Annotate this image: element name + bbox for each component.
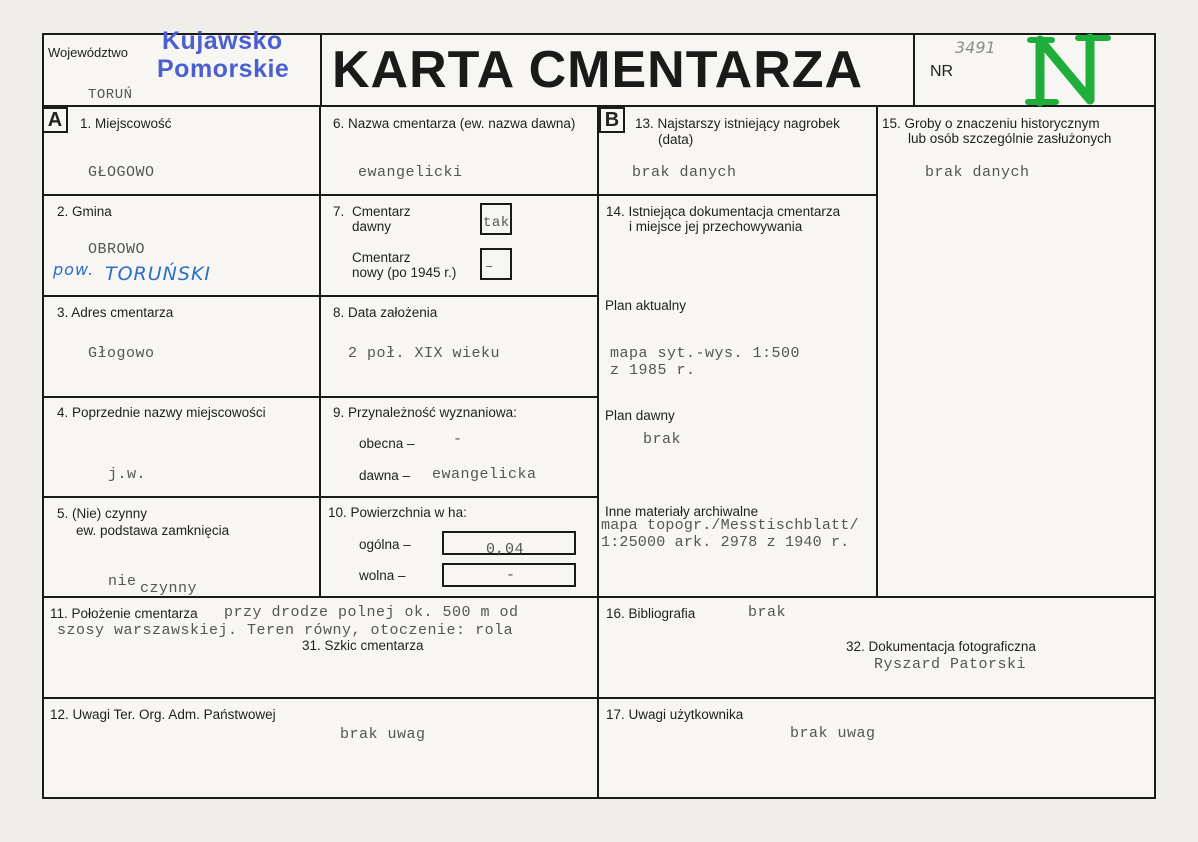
row-line-2 — [42, 295, 598, 297]
wojewodztwo-label: Województwo — [48, 45, 128, 60]
nr-pencil-value: 3491 — [955, 38, 996, 57]
column-divider-2 — [597, 105, 599, 799]
header-divider-left — [320, 33, 322, 106]
obecna-label: obecna – — [359, 436, 415, 451]
handwritten-powiat: TORUŃSKI — [105, 263, 212, 285]
szkic-label: 31. Szkic cmentarza — [302, 638, 424, 653]
nr-label: NR — [930, 63, 954, 80]
inne-line-2: 1:25000 ark. 2978 z 1940 r. — [601, 534, 850, 551]
cmentarz-dawny-label-1: Cmentarz — [352, 204, 411, 219]
cmentarz-dawny-label-2: dawny — [352, 219, 392, 234]
page-title: KARTA CMENTARZA — [332, 41, 864, 99]
column-divider-3 — [876, 105, 878, 597]
polozenie-line-2: szosy warszawskiej. Teren równy, otoczenie: rola — [57, 622, 514, 639]
poprzednie-label: 4. Poprzednie nazwy miejscowości — [57, 405, 266, 420]
polozenie-label: 11. Położenie cmentarza — [50, 606, 198, 621]
row-line-6 — [42, 697, 1156, 699]
najstarszy-label-2: (data) — [658, 132, 694, 147]
groby-label-2: lub osób szczególnie zasłużonych — [908, 131, 1112, 146]
uwagi-ter-value: brak uwag — [340, 726, 426, 743]
foto-label: 32. Dokumentacja fotograficzna — [846, 639, 1036, 654]
gmina-label: 2. Gmina — [57, 204, 112, 219]
data-zalozenia-label: 8. Data założenia — [333, 305, 438, 320]
green-marker-letter — [1012, 30, 1122, 110]
nazwa-label: 6. Nazwa cmentarza (ew. nazwa dawna) — [333, 116, 576, 131]
dawna-value: ewangelicka — [432, 466, 537, 483]
header-divider-right — [913, 33, 915, 106]
plan-dawny-label: Plan dawny — [605, 408, 675, 423]
poprzednie-value: j.w. — [108, 466, 147, 483]
czynny-label-1: 5. (Nie) czynny — [57, 506, 148, 521]
ogolna-label: ogólna – — [359, 537, 411, 552]
plan-dawny-value: brak — [643, 431, 682, 448]
cmentarz-num: 7. — [333, 204, 345, 219]
polozenie-line-1: przy drodze polnej ok. 500 m od — [224, 604, 519, 621]
czynny-value-b: czynny — [140, 580, 198, 597]
row-line-3 — [42, 396, 598, 398]
miejscowosc-value: GŁOGOWO — [88, 164, 155, 181]
uwagi-ter-label: 12. Uwagi Ter. Org. Adm. Państwowej — [50, 707, 276, 722]
cmentarz-nowy-label-2: nowy (po 1945 r.) — [352, 265, 457, 280]
dokumentacja-label-2: i miejsce jej przechowywania — [629, 219, 803, 234]
row-line-5 — [42, 596, 1156, 598]
plan-aktualny-line-1: mapa syt.-wys. 1:500 — [610, 345, 801, 362]
inne-label: Inne materiały archiwalne — [605, 504, 759, 519]
powierzchnia-label: 10. Powierzchnia w ha: — [328, 505, 467, 520]
foto-value: Ryszard Patorski — [874, 656, 1027, 673]
wolna-value: - — [506, 567, 516, 584]
wojewodztwo-value: TORUŃ — [88, 87, 133, 103]
dawny-value: tak — [483, 215, 510, 231]
marker-n-icon — [1012, 30, 1122, 110]
column-divider-1 — [319, 105, 321, 597]
cmentarz-nowy-label-1: Cmentarz — [352, 250, 411, 265]
row-line-col3 — [597, 194, 877, 196]
adres-value: Głogowo — [88, 345, 155, 362]
dokumentacja-label-1: 14. Istniejąca dokumentacja cmentarza — [606, 204, 841, 219]
plan-aktualny-line-2: z 1985 r. — [610, 362, 696, 379]
czynny-value-a: nie — [108, 573, 137, 590]
plan-aktualny-label: Plan aktualny — [605, 298, 687, 313]
row-line-1 — [42, 194, 598, 196]
bibliografia-value: brak — [748, 604, 787, 621]
section-b-marker: B — [599, 107, 625, 133]
bibliografia-label: 16. Bibliografia — [606, 606, 696, 621]
row-line-4 — [42, 496, 598, 498]
groby-label-1: 15. Groby o znaczeniu historycznym — [882, 116, 1100, 131]
przynaleznosc-label: 9. Przynależność wyznaniowa: — [333, 405, 517, 420]
najstarszy-value: brak danych — [632, 164, 737, 181]
section-a-marker: A — [42, 107, 68, 133]
ogolna-value: 0,04 — [486, 541, 525, 558]
handwritten-pow: pow. — [53, 260, 95, 279]
uwagi-uzytkownika-label: 17. Uwagi użytkownika — [606, 707, 744, 722]
stamp-line-1: Kujawsko — [162, 27, 283, 55]
nazwa-value: ewangelicki — [358, 164, 463, 181]
uwagi-uzytkownika-value: brak uwag — [790, 725, 876, 742]
inne-line-1: mapa topogr./Messtischblatt/ — [601, 517, 859, 534]
groby-value: brak danych — [925, 164, 1030, 181]
czynny-label-2: ew. podstawa zamknięcia — [76, 523, 230, 538]
miejscowosc-label: 1. Miejscowość — [80, 116, 172, 131]
stamp-line-2: Pomorskie — [157, 55, 290, 83]
dawna-label: dawna – — [359, 468, 411, 483]
nowy-value: – — [485, 259, 494, 275]
adres-label: 3. Adres cmentarza — [57, 305, 174, 320]
gmina-value: OBROWO — [88, 241, 146, 258]
wolna-label: wolna – — [359, 568, 406, 583]
obecna-value: - — [453, 431, 463, 448]
najstarszy-label-1: 13. Najstarszy istniejący nagrobek — [635, 116, 840, 131]
data-zalozenia-value: 2 poł. XIX wieku — [348, 345, 501, 362]
